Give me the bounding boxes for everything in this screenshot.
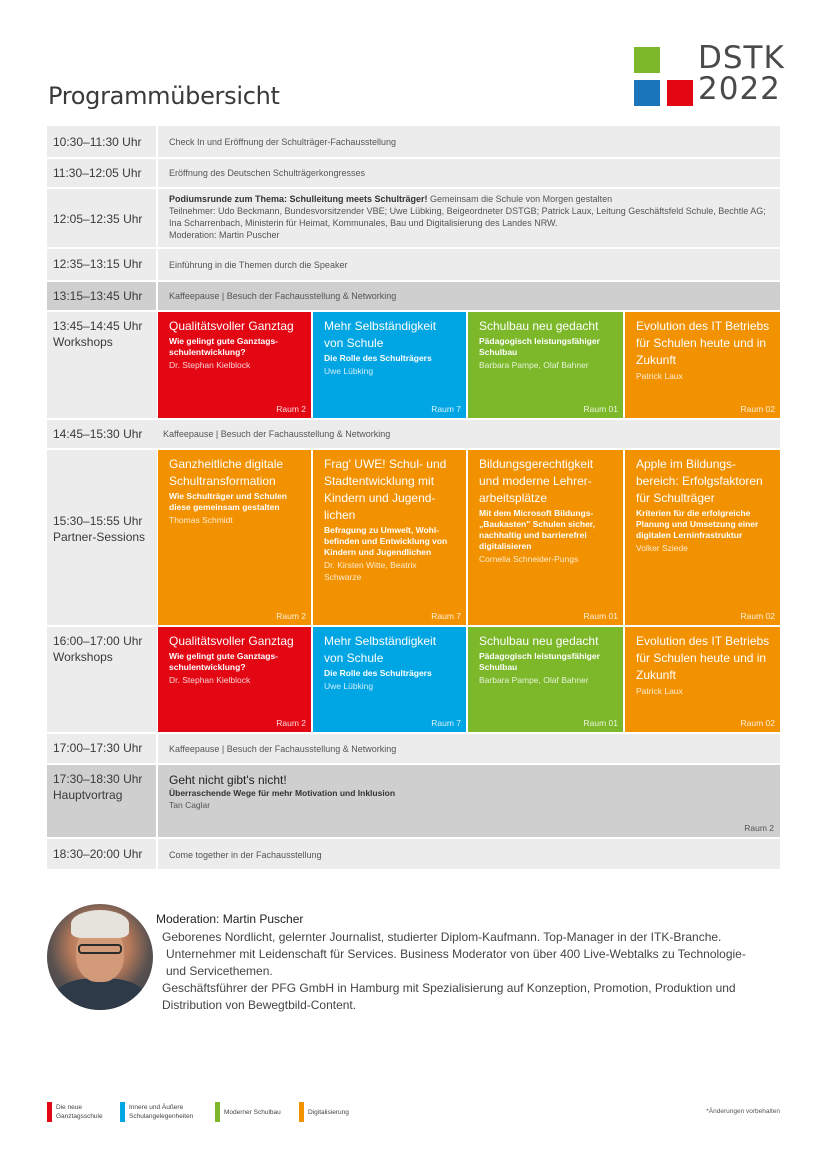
legend-swatch-blue bbox=[120, 1102, 125, 1122]
row-label: Partner-Sessions bbox=[53, 530, 146, 544]
workshop-room: Raum 02 bbox=[740, 404, 775, 414]
workshop-card[interactable] bbox=[158, 627, 311, 732]
row-time bbox=[53, 771, 142, 803]
schedule-row bbox=[47, 126, 780, 157]
panel-moderation: Moderation: Martin Puscher bbox=[169, 230, 280, 240]
session-subtitle: Mit dem Microsoft Bildungs-„Baukasten" Schulen sicher, nachhaltig und barrierefrei digitalisieren bbox=[479, 508, 595, 551]
workshop-card[interactable] bbox=[625, 312, 780, 418]
row-time: 18:30–20:00 Uhr bbox=[53, 847, 143, 861]
column-divider bbox=[156, 839, 158, 869]
legend bbox=[47, 1102, 780, 1126]
workshop-speaker: Uwe Lübking bbox=[324, 366, 374, 376]
row-description: Kaffeepause | Besuch der Fachausstellung & Networking bbox=[163, 429, 391, 439]
column-divider bbox=[156, 159, 158, 187]
schedule-row bbox=[47, 159, 780, 187]
legend-label: Moderner Schulbau bbox=[224, 1109, 281, 1116]
row-label: Workshops bbox=[53, 650, 113, 664]
column-divider bbox=[156, 126, 158, 157]
session-title: Apple im Bildungs-bereich: Erfolgsfaktoren für Schulträger bbox=[636, 457, 763, 505]
schedule-row bbox=[47, 627, 157, 732]
session-card[interactable] bbox=[158, 450, 311, 625]
workshop-subtitle: Wie gelingt gute Ganztags-schulentwicklung? bbox=[169, 336, 279, 357]
legend-item bbox=[47, 1102, 107, 1122]
workshop-room: Raum 7 bbox=[431, 718, 461, 728]
bio-paragraph: Unternehmer mit Leidenschaft für Services. Business Moderator von über 400 Live-Webtalks zu Technologie- und Servicethemen. bbox=[166, 947, 746, 978]
logo-text bbox=[698, 40, 785, 107]
panel-participants: Teilnehmer: Udo Beckmann, Bundesvorsitzender VBE; Uwe Lübking, Beigeordneter DSTGB; Patrick Laux, Leitung Geschäftsfeld Schule, Bechtle AG; Ina Scharrenbach, Ministerin für Heimat, Kommunales, Bau und Digitalisierung des Landes NRW. bbox=[169, 206, 766, 228]
page-title: Programmübersicht bbox=[48, 82, 280, 110]
workshop-title: Schulbau neu gedacht bbox=[479, 634, 599, 648]
session-title: Bildungsgerechtigkeit und moderne Lehrer-arbeitsplätze bbox=[479, 457, 594, 505]
workshop-room: Raum 01 bbox=[583, 404, 618, 414]
logo-line-2: 2022 bbox=[698, 71, 781, 107]
workshop-card[interactable] bbox=[313, 627, 466, 732]
workshop-title: Schulbau neu gedacht bbox=[479, 319, 599, 333]
row-description: Einführung in die Themen durch die Speaker bbox=[169, 260, 348, 270]
moderation-section bbox=[47, 904, 780, 1024]
moderation-title: Moderation: Martin Puscher bbox=[156, 912, 304, 926]
workshop-room: Raum 2 bbox=[276, 404, 306, 414]
column-divider bbox=[156, 734, 158, 763]
row-time-value: 15:30–15:55 Uhr bbox=[53, 514, 143, 528]
row-time: 14:45–15:30 Uhr bbox=[53, 427, 143, 441]
workshop-room: Raum 7 bbox=[431, 404, 461, 414]
schedule-row bbox=[47, 420, 780, 448]
schedule-row bbox=[47, 189, 780, 247]
row-time-value: 17:30–18:30 Uhr bbox=[53, 772, 143, 786]
keynote-subtitle: Überraschende Wege für mehr Motivation und Inklusion bbox=[169, 788, 396, 798]
session-card[interactable] bbox=[625, 450, 780, 625]
row-time: 13:15–13:45 Uhr bbox=[53, 289, 143, 303]
moderator-photo bbox=[47, 904, 153, 1010]
row-label: Hauptvortrag bbox=[53, 788, 123, 802]
row-description bbox=[169, 193, 772, 241]
workshop-subtitle: Die Rolle des Schulträgers bbox=[324, 353, 432, 363]
session-room: Raum 7 bbox=[431, 611, 461, 621]
session-speaker: Volker Sziede bbox=[636, 543, 688, 553]
row-time: 17:00–17:30 Uhr bbox=[53, 741, 143, 755]
workshop-room: Raum 02 bbox=[740, 718, 775, 728]
row-time: 10:30–11:30 Uhr bbox=[53, 135, 142, 149]
workshop-subtitle: Pädagogisch leistungsfähiger Schulbau bbox=[479, 336, 600, 357]
keynote-title: Geht nicht gibt's nicht! bbox=[169, 773, 287, 787]
legend-swatch-orange bbox=[299, 1102, 304, 1122]
column-divider bbox=[156, 189, 158, 247]
legend-item bbox=[299, 1102, 379, 1122]
workshop-card[interactable] bbox=[158, 312, 311, 418]
logo-square-red bbox=[667, 80, 693, 106]
workshop-speaker: Barbara Pampe, Olaf Bahner bbox=[479, 360, 589, 370]
keynote-speaker: Tan Caglar bbox=[169, 800, 211, 810]
workshop-speaker: Patrick Laux bbox=[636, 686, 683, 696]
session-subtitle: Befragung zu Umwelt, Wohl-befinden und Entwicklung von Kindern und Jugendlichen bbox=[324, 525, 448, 557]
workshop-card[interactable] bbox=[468, 312, 623, 418]
legend-item bbox=[215, 1102, 295, 1122]
row-time-value: 16:00–17:00 Uhr bbox=[53, 634, 143, 648]
dstk-logo bbox=[634, 40, 785, 109]
session-title: Ganzheitliche digitale Schultransformation bbox=[169, 457, 284, 488]
column-divider bbox=[156, 282, 158, 310]
workshop-speaker: Dr. Stephan Kielblock bbox=[169, 675, 251, 685]
row-time: 12:05–12:35 Uhr bbox=[53, 212, 143, 226]
column-divider bbox=[156, 249, 158, 280]
schedule-row bbox=[47, 282, 780, 310]
session-title: Frag' UWE! Schul- und Stadtentwicklung mit Kindern und Jugend-lichen bbox=[324, 457, 447, 522]
row-time: 11:30–12:05 Uhr bbox=[53, 166, 142, 180]
workshop-subtitle: Pädagogisch leistungsfähiger Schulbau bbox=[479, 651, 600, 672]
session-room: Raum 01 bbox=[583, 611, 618, 621]
session-speaker: Cornelia Schneider-Pungs bbox=[479, 554, 579, 564]
logo-line-1: DSTK bbox=[698, 40, 785, 76]
keynote-room: Raum 2 bbox=[744, 823, 774, 833]
workshop-speaker: Uwe Lübking bbox=[324, 681, 374, 691]
row-time bbox=[53, 318, 142, 350]
workshop-title: Evolution des IT Betriebs für Schulen heute und in Zukunft bbox=[636, 319, 770, 367]
row-description: Kaffeepause | Besuch der Fachausstellung & Networking bbox=[169, 291, 397, 301]
workshop-subtitle: Die Rolle des Schulträgers bbox=[324, 668, 432, 678]
column-divider bbox=[156, 765, 158, 837]
workshop-room: Raum 01 bbox=[583, 718, 618, 728]
legend-label: Digitalisierung bbox=[308, 1109, 349, 1116]
row-time bbox=[53, 633, 142, 665]
session-subtitle: Wie Schulträger und Schulen diese gemeinsam gestalten bbox=[169, 491, 287, 512]
workshop-subtitle: Wie gelingt gute Ganztags-schulentwicklung? bbox=[169, 651, 279, 672]
session-speaker: Thomas Schmidt bbox=[169, 515, 233, 525]
panel-title: Podiumsrunde zum Thema: Schulleitung meets Schulträger! bbox=[169, 194, 428, 204]
legend-label: Innere und Äußere Schulangelegenheiten bbox=[129, 1104, 194, 1120]
moderation-bio bbox=[156, 929, 756, 1014]
row-description: Kaffeepause | Besuch der Fachausstellung & Networking bbox=[169, 744, 397, 754]
schedule-row bbox=[47, 839, 780, 869]
session-card[interactable] bbox=[468, 450, 623, 625]
legend-swatch-red bbox=[47, 1102, 52, 1122]
workshop-title: Mehr Selbständigkeit von Schule bbox=[324, 634, 437, 665]
row-label: Workshops bbox=[53, 335, 113, 349]
workshop-speaker: Dr. Stephan Kielblock bbox=[169, 360, 251, 370]
legend-label: Die neue Ganztagsschule bbox=[56, 1104, 103, 1120]
bio-paragraph: Geschäftsführer der PFG GmbH in Hamburg mit Spezialisierung auf Konzeption, Promotion, Produktion und Distribution von Bewegtbild-Content. bbox=[162, 981, 736, 1012]
row-description: Come together in der Fachausstellung bbox=[169, 850, 322, 860]
legend-swatch-green bbox=[215, 1102, 220, 1122]
workshop-title: Evolution des IT Betriebs für Schulen heute und in Zukunft bbox=[636, 634, 770, 682]
session-room: Raum 02 bbox=[740, 611, 775, 621]
bio-paragraph: Geborenes Nordlicht, gelernter Journalist, studierter Diplom-Kaufmann. Top-Manager in der ITK-Branche. bbox=[162, 930, 722, 944]
workshop-speaker: Patrick Laux bbox=[636, 371, 683, 381]
workshop-card[interactable] bbox=[313, 312, 466, 418]
schedule-row bbox=[47, 450, 157, 625]
session-speaker: Dr. Kirsten Witte, Beatrix Schwarze bbox=[324, 560, 417, 582]
row-description: Check In und Eröffnung der Schulträger-Fachausstellung bbox=[169, 137, 396, 147]
workshop-title: Qualitätsvoller Ganztag bbox=[169, 319, 294, 333]
session-card[interactable] bbox=[313, 450, 466, 625]
workshop-card[interactable] bbox=[625, 627, 780, 732]
changes-note: *Änderungen vorbehalten bbox=[706, 1108, 780, 1115]
schedule-row bbox=[47, 734, 780, 763]
logo-square-blue bbox=[634, 80, 660, 106]
row-time-value: 13:45–14:45 Uhr bbox=[53, 319, 143, 333]
row-time bbox=[53, 513, 145, 545]
workshop-title: Qualitätsvoller Ganztag bbox=[169, 634, 294, 648]
row-time: 12:35–13:15 Uhr bbox=[53, 257, 143, 271]
panel-subtitle: Gemeinsam die Schule von Morgen gestalten bbox=[427, 194, 613, 204]
schedule-row bbox=[47, 765, 780, 837]
session-room: Raum 2 bbox=[276, 611, 306, 621]
schedule-row bbox=[47, 312, 157, 418]
keynote-content bbox=[169, 772, 772, 812]
schedule-row bbox=[47, 249, 780, 280]
workshop-card[interactable] bbox=[468, 627, 623, 732]
logo-square-green bbox=[634, 47, 660, 73]
workshop-speaker: Barbara Pampe, Olaf Bahner bbox=[479, 675, 589, 685]
workshop-title: Mehr Selbständigkeit von Schule bbox=[324, 319, 437, 350]
row-description: Eröffnung des Deutschen Schulträgerkongresses bbox=[169, 168, 365, 178]
legend-item bbox=[120, 1102, 210, 1122]
session-subtitle: Kriterien für die erfolgreiche Planung und Umsetzung einer digitalen Lerninfrastruktur bbox=[636, 508, 759, 540]
workshop-room: Raum 2 bbox=[276, 718, 306, 728]
